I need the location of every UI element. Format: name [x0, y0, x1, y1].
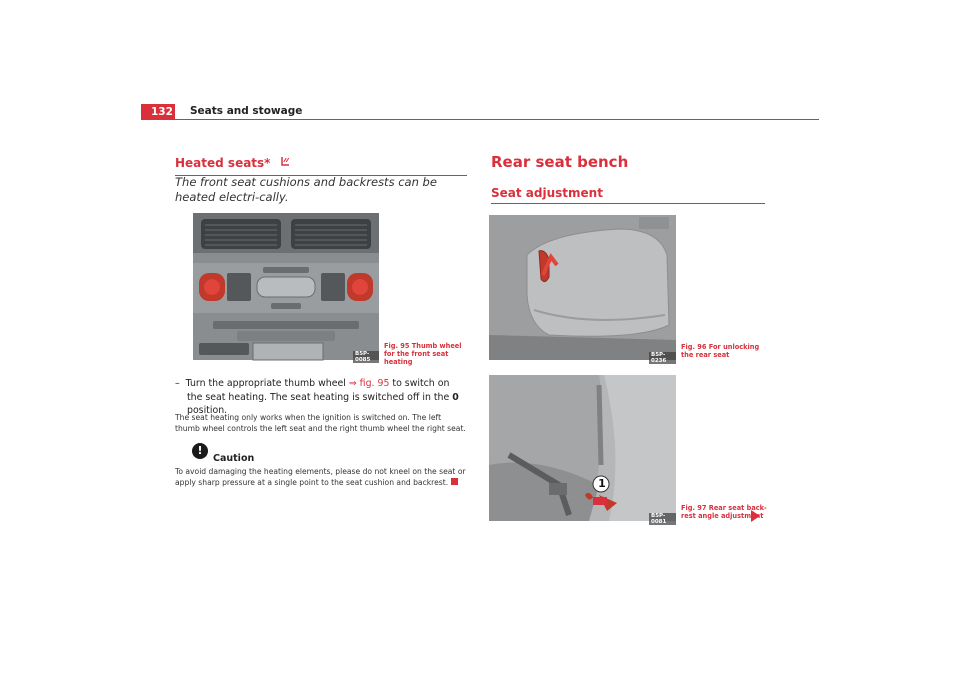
caution-heading: Caution — [213, 453, 255, 464]
heating-note: The seat heating only works when the ignition is switched on. The left thumb wheel controls the left seat and the right thumb wheel the right seat. — [175, 413, 466, 433]
heated-seats-heading-text: Heated seats* — [175, 156, 271, 170]
figure-97-image — [489, 375, 676, 525]
caution-icon: ! — [192, 443, 208, 459]
continue-arrow-icon — [751, 510, 760, 522]
step-off-position: 0 — [452, 391, 459, 403]
dashboard-panel-illustration — [193, 213, 379, 360]
backrest-angle-illustration — [489, 375, 676, 521]
heated-seats-lead: The front seat cushions and backrests can be heated electri-cally. — [175, 175, 437, 204]
end-of-section-icon — [451, 478, 458, 485]
step-text-after: position. — [187, 405, 228, 416]
heating-step — [175, 377, 467, 418]
heated-seats-heading — [175, 155, 467, 176]
step-dash: – — [175, 378, 180, 389]
caution-body: To avoid damaging the heating elements, please do not kneel on the seat or apply sharp pressure at a single point to the seat cushion and backrest. — [175, 467, 466, 487]
header-rule — [141, 119, 819, 120]
rear-seat-unlock-illustration — [489, 215, 676, 360]
step-text-before: Turn the appropriate thumb wheel — [185, 378, 349, 389]
figure-97-code: B5P-0081 — [649, 513, 676, 525]
figure-95-code: B5P-0085 — [353, 351, 379, 363]
callout-1: 1 — [598, 477, 606, 490]
seat-adjustment-heading: Seat adjustment — [491, 186, 765, 204]
caution-text — [175, 467, 467, 489]
rear-seat-heading: Rear seat bench — [491, 153, 629, 171]
figure-96-code: B5P-0236 — [649, 352, 676, 364]
figure-96-caption: Fig. 96 For unlocking the rear seat — [681, 343, 760, 359]
figure-95-caption: Fig. 95 Thumb wheel for the front seat heating — [384, 342, 462, 366]
step-text-mid: to switch on the seat heating. The seat heating is switched off in the — [187, 378, 453, 403]
running-title: Seats and stowage — [190, 105, 303, 117]
figure-97-caption: Fig. 97 Rear seat back-rest angle adjustment — [681, 504, 767, 520]
figure-95-link[interactable]: ⇒ fig. 95 — [348, 378, 390, 389]
figure-95-image — [193, 213, 379, 363]
page-number: 132 — [141, 104, 175, 120]
figure-96-image — [489, 215, 676, 364]
seat-heating-icon — [278, 155, 292, 172]
